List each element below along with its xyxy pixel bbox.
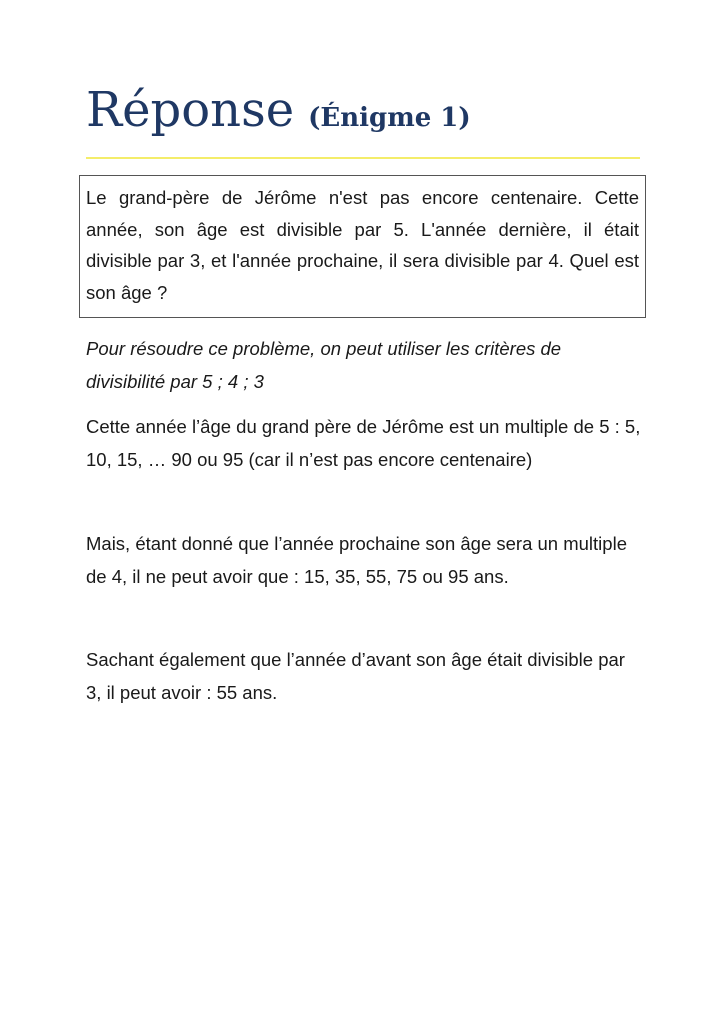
solution-intro-paragraph: Pour résoudre ce problème, on peut utiliser les critères de divisibilité par 5 ; 4 ; 3 (86, 338, 562, 392)
title-main: Réponse (86, 82, 295, 138)
title-underline (86, 157, 640, 159)
problem-statement-box (79, 175, 646, 318)
solution-step-3-paragraph: Sachant également que l’année d’avant son âge était divisible par 3, il peut avoir : 55 ans. (86, 649, 625, 703)
title-subtitle: (Énigme 1) (308, 103, 471, 133)
solution-step-2-paragraph: Mais, étant donné que l’année prochaine son âge sera un multiple de 4, il ne peut avoir que : 15, 35, 55, 75 ou 95 ans. (86, 533, 627, 587)
page-title (86, 82, 640, 138)
problem-statement-text: Le grand-père de Jérôme n'est pas encore centenaire. Cette année, son âge est divisible par 5. L'année dernière, il était divisible par 3, et l'année prochaine, il sera divisible par 4. Quel est son âge ? (86, 187, 639, 303)
solution-step-1-paragraph: Cette année l’âge du grand père de Jérôme est un multiple de 5 : 5, 10, 15, … 90 ou 95 (car il n’est pas encore centenaire) (86, 416, 641, 470)
